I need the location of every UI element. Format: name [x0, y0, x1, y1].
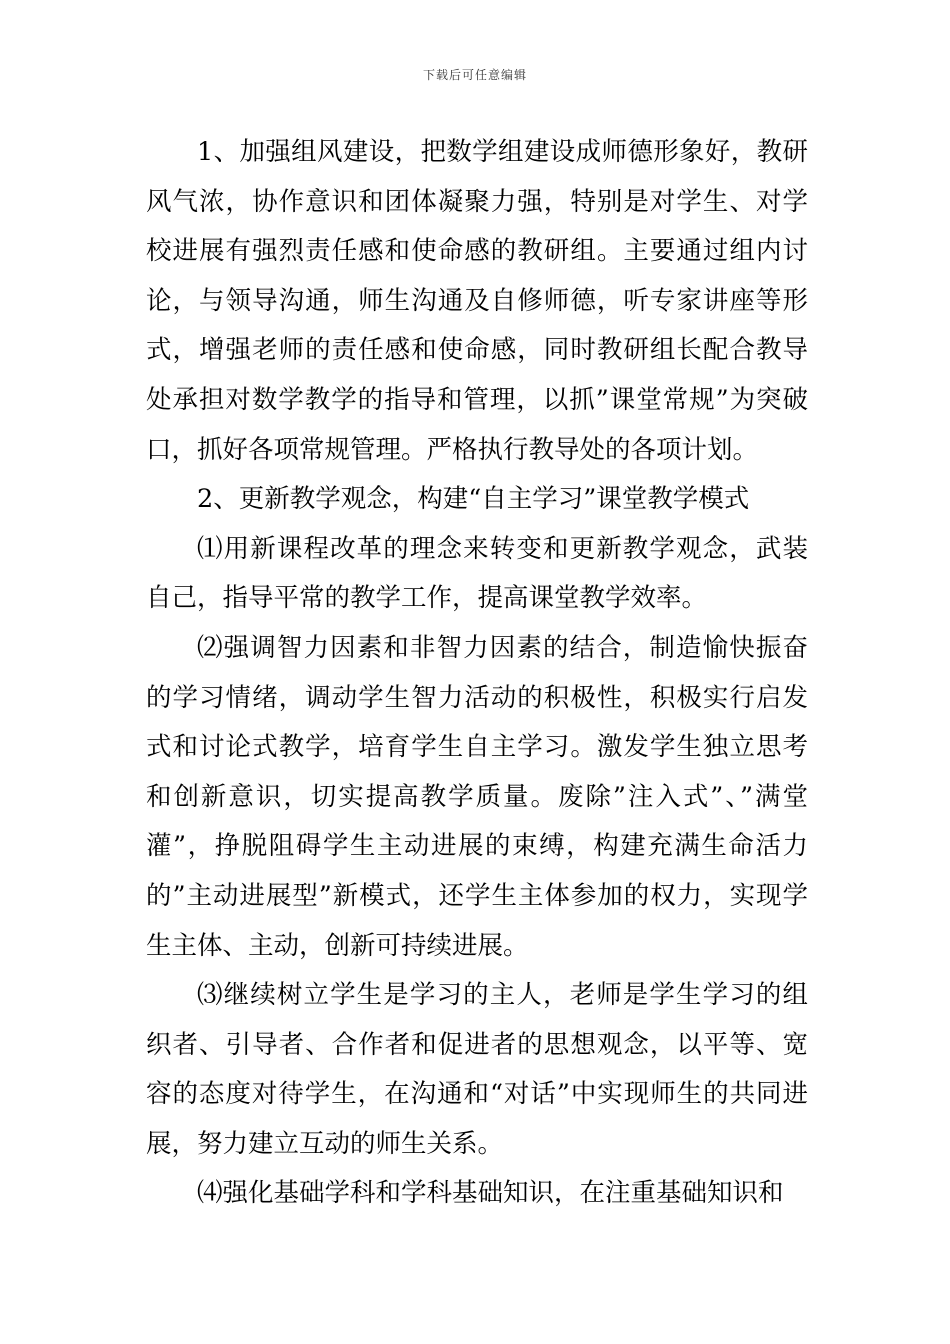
page-header: 下载后可任意编辑 [422, 68, 527, 82]
paragraph-item-1: ⑴用新课程改革的理念来转变和更新教学观念，武装自己，指导平常的教学工作，提高课堂教学效率。 [146, 533, 808, 614]
paragraph-group-style: 1、加强组风建设，把数学组建设成师德形象好，教研风气浓，协作意识和团体凝聚力强，特别是对学生、对学校进展有强烈责任感和使命感的教研组。主要通过组内讨论，与领导沟通，师生沟通及自修师德，听专家讲座等形式，增强老师的责任感和使命感，同时教研组长配合教导处承担对数学教学的指导和管理，以抓”课堂常规”为突破口，抓好各项常规管理。严格执行教导处的各项计划。 [146, 137, 808, 465]
paragraph-teaching-concept-heading: 2、更新教学观念，构建“自主学习”课堂教学模式 [197, 484, 750, 515]
document-body [146, 128, 808, 1219]
paragraph-item-4: ⑷强化基础学科和学科基础知识，在注重基础知识和 [197, 1178, 784, 1209]
paragraph-item-2: ⑵强调智力因素和非智力因素的结合，制造愉快振奋的学习情绪，调动学生智力活动的积极性，积极实行启发式和讨论式教学，培育学生自主学习。激发学生独立思考和创新意识，切实提高教学质量。废除”注入式”、”满堂灌”，挣脱阻碍学生主动进展的束缚，构建充满生命活力的”主动进展型”新模式，还学生主体参加的权力，实现学生主体、主动，创新可持续进展。 [146, 632, 808, 961]
paragraph-item-3: ⑶继续树立学生是学习的主人，老师是学生学习的组织者、引导者、合作者和促进者的思想观念，以平等、宽容的态度对待学生，在沟通和“对话”中实现师生的共同进展，努力建立互动的师生关系。 [146, 980, 808, 1159]
